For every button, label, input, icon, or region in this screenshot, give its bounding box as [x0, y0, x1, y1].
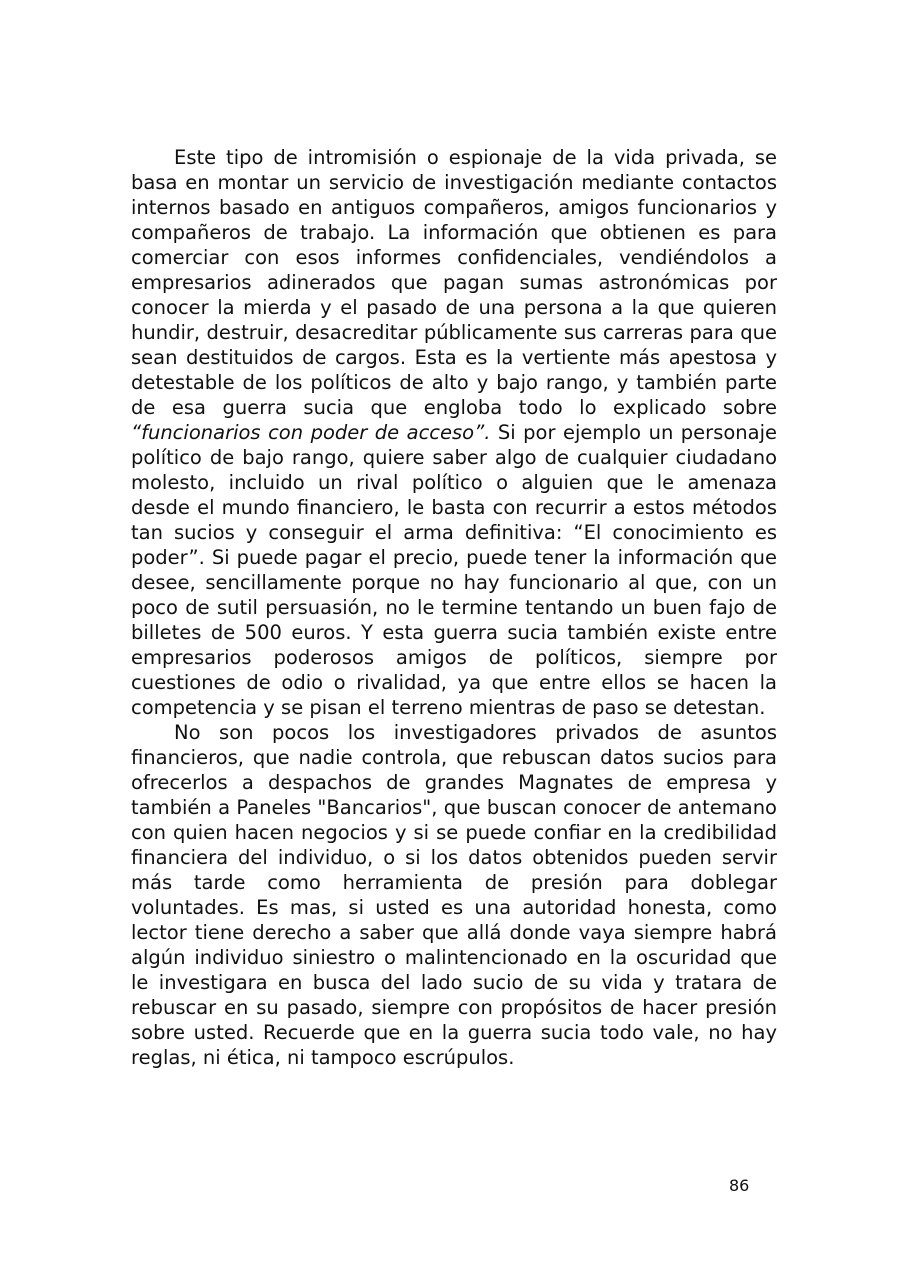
body-text: [131, 145, 777, 1070]
paragraph-1: [131, 145, 777, 720]
paragraph-1-text-end: Si por ejemplo un personaje político de bajo rango, quiere saber algo de cualquier ciudadano molesto, incluido un rival político o alguien que le amenaza desde el mundo financiero, le basta con recurrir a estos métodos tan sucios y conseguir el arma definitiva: “El conocimiento es poder”. Si puede pagar el precio, puede tener la información que desee, sencillamente porque no hay funcionario al que, con un poco de sutil persuasión, no le termine tentando un buen fajo de billetes de 500 euros. Y esta guerra sucia también existe entre empresarios poderosos amigos de políticos, siempre por cuestiones de odio o rivalidad, ya que entre ellos se hacen la competencia y se pisan el terreno mientras de paso se detestan.: [131, 421, 778, 719]
paragraph-2: No son pocos los investigadores privados de asuntos financieros, que nadie controla, que rebuscan datos sucios para ofrecerlos a despachos de grandes Magnates de empresa y también a Paneles "Bancarios", que buscan conocer de antemano con quien hacen negocios y si se puede confiar en la credibilidad financiera del individuo, o si los datos obtenidos pueden servir más tarde como herramienta de presión para doblegar voluntades. Es mas, si usted es una autoridad honesta, como lector tiene derecho a saber que allá donde vaya siempre habrá algún individuo siniestro o malintencionado en la oscuridad que le investigara en busca del lado sucio de su vida y tratara de rebuscar en su pasado, siempre con propósitos de hacer presión sobre usted. Recuerde que en la guerra sucia todo vale, no hay reglas, ni ética, ni tampoco escrúpulos.: [131, 721, 777, 1069]
paragraph-1-italic-quote: “funcionarios con poder de acceso”.: [131, 421, 491, 444]
paragraph-1-text-start: Este tipo de intromisión o espionaje de la vida privada, se basa en montar un servicio de investigación mediante contactos internos basado en antiguos compañeros, amigos funcionarios y compañeros de trabajo. La información que obtienen es para comerciar con esos informes confidenciales, vendiéndolos a empresarios adinerados que pagan sumas astronómicas por conocer la mierda y el pasado de una persona a la que quieren hundir, destruir, desacreditar públicamente sus carreras para que sean destituidos de cargos. Esta es la vertiente más apestosa y detestable de los políticos de alto y bajo rango, y también parte de esa guerra sucia que engloba todo lo explicado sobre: [131, 146, 777, 419]
page-number: 86: [729, 1176, 750, 1195]
